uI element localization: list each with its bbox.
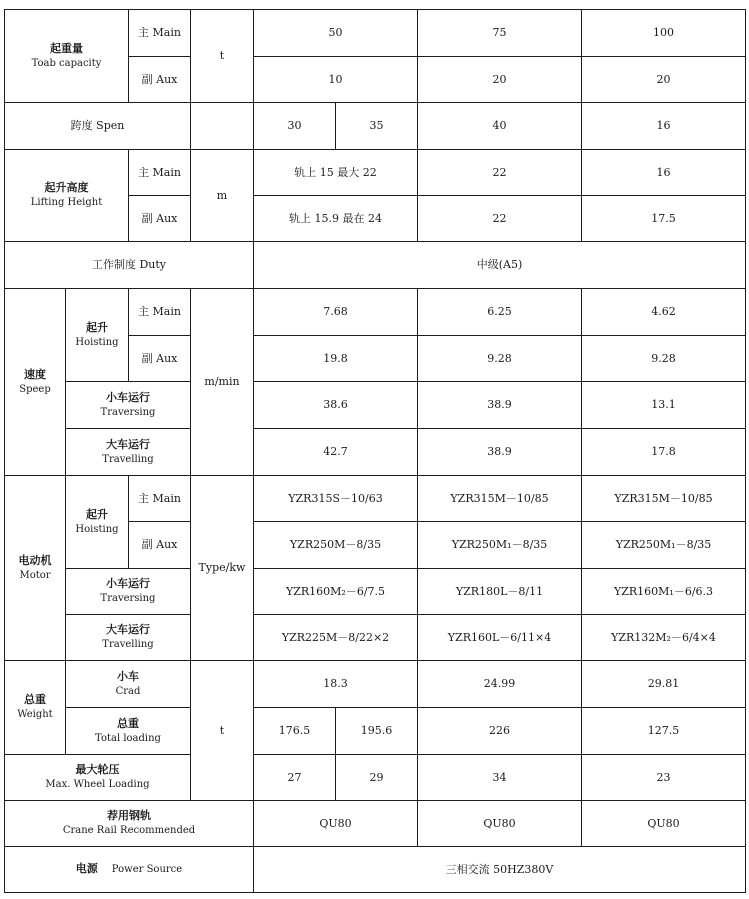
cell-rail-3: QU80: [582, 801, 746, 847]
label-speed-traversing: [66, 382, 191, 429]
label-motor-en: Motor: [19, 569, 51, 581]
cell-speed-hoist-main-2: 6.25: [418, 289, 582, 336]
label-travelling-en: Travelling: [102, 453, 154, 465]
label-rail: [5, 801, 254, 847]
cell-max-wheel-2: 29: [336, 755, 418, 801]
cell-motor-travelling-2: YZR160L－6/11×4: [418, 615, 582, 661]
cell-max-wheel-1: 27: [254, 755, 336, 801]
cell-height-aux-1: 轨上 15.9 最在 24: [254, 196, 418, 242]
label-crab-zh: 小车: [117, 669, 139, 683]
cell-speed-hoist-aux-2: 9.28: [418, 336, 582, 382]
label-motor-hoisting: [66, 476, 129, 569]
cell-capacity-main-2: 75: [418, 10, 582, 57]
label-power-en: Power Source: [111, 864, 183, 876]
label-weight-zh: 总重: [24, 693, 46, 707]
label-travelling-zh: 大车运行: [106, 623, 150, 637]
label-duty: 工作制度 Duty: [5, 242, 254, 289]
cell-speed-traversing-3: 13.1: [582, 382, 746, 429]
label-weight-en: Weight: [17, 709, 53, 721]
cell-rail-2: QU80: [418, 801, 582, 847]
cell-span-1: 30: [254, 103, 336, 150]
cell-capacity-aux-3: 20: [582, 57, 746, 103]
row-duty: [5, 242, 746, 289]
label-lifting-capacity: [5, 10, 129, 103]
label-total-loading-zh: 总重: [117, 716, 139, 730]
crane-spec-table: [4, 9, 746, 893]
cell-motor-traversing-1: YZR160M₂－6/7.5: [254, 569, 418, 615]
label-travelling-en: Travelling: [102, 639, 154, 651]
row-weight-crab: [5, 661, 746, 708]
label-max-wheel: [5, 755, 191, 801]
cell-motor-hoist-main-1: YZR315S－10/63: [254, 476, 418, 522]
label-crab: [66, 661, 191, 708]
label-traversing-en: Traversing: [100, 593, 156, 605]
cell-motor-travelling-3: YZR132M₂－6/4×4: [582, 615, 746, 661]
label-traversing-zh: 小车运行: [106, 390, 150, 404]
cell-weight-crab-2: 24.99: [418, 661, 582, 708]
cell-height-aux-3: 17.5: [582, 196, 746, 242]
label-hoisting-zh: 起升: [86, 320, 108, 334]
label-traversing-zh: 小车运行: [106, 577, 150, 591]
cell-max-wheel-4: 23: [582, 755, 746, 801]
row-height-main: [5, 150, 746, 196]
cell-speed-hoist-aux-1: 19.8: [254, 336, 418, 382]
label-main: 主 Main: [129, 150, 191, 196]
cell-capacity-aux-2: 20: [418, 57, 582, 103]
cell-weight-crab-1: 18.3: [254, 661, 418, 708]
row-motor-hoist-main: [5, 476, 746, 522]
row-rail: [5, 801, 746, 847]
cell-motor-hoist-aux-3: YZR250M₁－8/35: [582, 522, 746, 569]
cell-span-2: 35: [336, 103, 418, 150]
cell-motor-hoist-main-3: YZR315M－10/85: [582, 476, 746, 522]
label-motor-zh: 电动机: [18, 553, 52, 567]
row-max-wheel: [5, 755, 746, 801]
row-speed-hoist-main: [5, 289, 746, 336]
label-traversing-en: Traversing: [100, 406, 156, 418]
cell-weight-total-2: 195.6: [336, 708, 418, 755]
label-travelling-zh: 大车运行: [106, 437, 150, 451]
label-motor-traversing: [66, 569, 191, 615]
unit-span-empty: [191, 103, 254, 150]
label-total-loading: [66, 708, 191, 755]
cell-speed-travelling-3: 17.8: [582, 429, 746, 476]
cell-power: 三相交流 50HZ380V: [254, 847, 746, 893]
cell-weight-total-4: 127.5: [582, 708, 746, 755]
cell-duty: 中级(A5): [254, 242, 746, 289]
label-power-zh: 电源: [75, 862, 98, 876]
label-aux: 副 Aux: [129, 522, 191, 569]
label-aux: 副 Aux: [129, 57, 191, 103]
label-main: 主 Main: [129, 10, 191, 57]
row-capacity-main: [5, 10, 746, 57]
label-speed: [5, 289, 66, 476]
label-main: 主 Main: [129, 476, 191, 522]
cell-speed-travelling-2: 38.9: [418, 429, 582, 476]
label-rail-en: Crane Rail Recommended: [62, 825, 196, 837]
cell-height-main-1: 轨上 15 最大 22: [254, 150, 418, 196]
label-aux: 副 Aux: [129, 336, 191, 382]
cell-motor-traversing-3: YZR160M₁－6/6.3: [582, 569, 746, 615]
label-motor-travelling: [66, 615, 191, 661]
label-max-wheel-zh: 最大轮压: [75, 763, 120, 777]
label-hoisting-zh: 起升: [86, 507, 108, 521]
row-power: [5, 847, 746, 893]
cell-speed-hoist-main-1: 7.68: [254, 289, 418, 336]
label-hoisting-en: Hoisting: [75, 523, 119, 535]
label-aux: 副 Aux: [129, 196, 191, 242]
cell-height-aux-2: 22: [418, 196, 582, 242]
cell-speed-hoist-aux-3: 9.28: [582, 336, 746, 382]
row-speed-travelling: [5, 429, 746, 476]
row-motor-travelling: [5, 615, 746, 661]
label-lifting-height-zh: 起升高度: [44, 181, 89, 195]
cell-capacity-aux-1: 10: [254, 57, 418, 103]
cell-height-main-2: 22: [418, 150, 582, 196]
row-span: [5, 103, 746, 150]
label-speed-travelling: [66, 429, 191, 476]
label-total-loading-en: Total loading: [95, 732, 161, 744]
label-speed-en: Speep: [19, 383, 51, 395]
unit-height: m: [191, 150, 254, 242]
cell-weight-crab-3: 29.81: [582, 661, 746, 708]
cell-speed-traversing-1: 38.6: [254, 382, 418, 429]
cell-motor-hoist-main-2: YZR315M－10/85: [418, 476, 582, 522]
label-hoisting-en: Hoisting: [75, 336, 119, 348]
row-speed-traversing: [5, 382, 746, 429]
cell-motor-hoist-aux-2: YZR250M₁－8/35: [418, 522, 582, 569]
label-speed-zh: 速度: [24, 367, 46, 381]
label-lifting-capacity-en: Toab capacity: [31, 57, 102, 69]
cell-speed-travelling-1: 42.7: [254, 429, 418, 476]
label-lifting-capacity-zh: 起重量: [50, 41, 83, 55]
cell-span-4: 16: [582, 103, 746, 150]
label-lifting-height: [5, 150, 129, 242]
label-rail-zh: 荐用钢轨: [107, 809, 151, 823]
cell-rail-1: QU80: [254, 801, 418, 847]
unit-capacity: t: [191, 10, 254, 103]
label-crab-en: Crad: [115, 685, 141, 697]
cell-motor-traversing-2: YZR180L－8/11: [418, 569, 582, 615]
cell-motor-travelling-1: YZR225M－8/22×2: [254, 615, 418, 661]
cell-speed-hoist-main-3: 4.62: [582, 289, 746, 336]
cell-max-wheel-3: 34: [418, 755, 582, 801]
label-speed-hoisting: [66, 289, 129, 382]
label-main: 主 Main: [129, 289, 191, 336]
cell-height-main-3: 16: [582, 150, 746, 196]
cell-motor-hoist-aux-1: YZR250M－8/35: [254, 522, 418, 569]
unit-motor: Type/kw: [191, 476, 254, 661]
cell-capacity-main-3: 100: [582, 10, 746, 57]
label-lifting-height-en: Lifting Height: [30, 197, 103, 209]
label-span: 跨度 Spen: [5, 103, 191, 150]
unit-weight: t: [191, 661, 254, 801]
cell-weight-total-1: 176.5: [254, 708, 336, 755]
cell-weight-total-3: 226: [418, 708, 582, 755]
cell-speed-traversing-2: 38.9: [418, 382, 582, 429]
cell-span-3: 40: [418, 103, 582, 150]
label-weight: [5, 661, 66, 755]
unit-speed: m/min: [191, 289, 254, 476]
label-power: [5, 847, 254, 893]
cell-capacity-main-1: 50: [254, 10, 418, 57]
label-motor: [5, 476, 66, 661]
row-weight-total: [5, 708, 746, 755]
row-motor-traversing: [5, 569, 746, 615]
label-max-wheel-en: Max. Wheel Loading: [45, 779, 150, 791]
